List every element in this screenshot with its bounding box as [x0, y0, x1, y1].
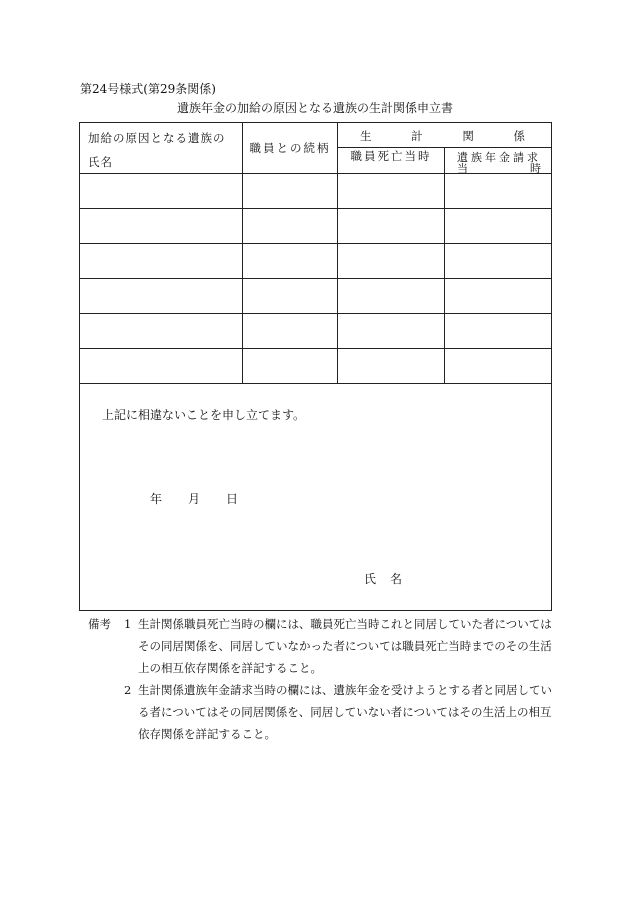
header-dependent-name	[80, 123, 243, 174]
signer-name-field[interactable]	[364, 570, 402, 587]
death-cell[interactable]	[338, 314, 445, 349]
header-group-char: 関	[462, 129, 474, 143]
note-number: 2	[124, 683, 132, 697]
note-number: 1	[124, 617, 132, 631]
table-row	[80, 314, 552, 349]
name-cell[interactable]	[80, 244, 243, 279]
claim-cell[interactable]	[445, 244, 552, 279]
declaration-text: 上記に相違ないことを申し立てます。	[102, 408, 306, 422]
form-number: 第24号様式(第29条関係)	[80, 82, 216, 96]
death-cell[interactable]	[338, 349, 445, 384]
relation-cell[interactable]	[243, 244, 338, 279]
date-field[interactable]	[150, 490, 238, 507]
day-label: 日	[226, 492, 239, 506]
table-row	[80, 174, 552, 209]
claim-cell[interactable]	[445, 209, 552, 244]
notes-label: 備考	[88, 617, 111, 631]
claim-cell[interactable]	[445, 314, 552, 349]
relation-cell[interactable]	[243, 174, 338, 209]
name-cell[interactable]	[80, 174, 243, 209]
relation-cell[interactable]	[243, 279, 338, 314]
death-cell[interactable]	[338, 174, 445, 209]
table-header-row	[80, 123, 552, 148]
relation-cell[interactable]	[243, 314, 338, 349]
declaration-row	[80, 384, 552, 611]
relation-cell[interactable]	[243, 209, 338, 244]
relationship-table	[79, 122, 552, 611]
signer-name-label: 氏	[364, 572, 377, 586]
header-at-claim-char: 当	[457, 162, 468, 175]
name-cell[interactable]	[80, 209, 243, 244]
table-row	[80, 209, 552, 244]
header-group-char: 計	[411, 129, 423, 143]
header-at-claim	[445, 148, 552, 174]
declaration-box	[80, 384, 552, 611]
header-dependent-name-line2: 氏名	[88, 155, 113, 169]
header-at-claim-line1: 遺族年金請求	[457, 151, 541, 164]
name-cell[interactable]	[80, 314, 243, 349]
table-row	[80, 244, 552, 279]
header-at-death: 職員死亡当時	[338, 148, 445, 174]
year-label: 年	[150, 492, 163, 506]
death-cell[interactable]	[338, 209, 445, 244]
table-row	[80, 279, 552, 314]
name-cell[interactable]	[80, 279, 243, 314]
form-title: 遺族年金の加給の原因となる遺族の生計関係申立書	[176, 101, 453, 115]
name-cell[interactable]	[80, 349, 243, 384]
header-relationship: 職員との続柄	[243, 123, 338, 174]
note-item	[88, 679, 558, 745]
relation-cell[interactable]	[243, 349, 338, 384]
header-dependent-name-line1: 加給の原因となる遺族の	[88, 131, 226, 145]
header-at-claim-char: 時	[530, 162, 541, 175]
month-label: 月	[188, 492, 201, 506]
claim-cell[interactable]	[445, 279, 552, 314]
note-text: 生計関係遺族年金請求当時の欄には、遺族年金を受けようとする者と同居している者についてはその同居関係を、同居していない者についてはその生活上の相互依存関係を詳記すること。	[138, 683, 552, 741]
notes-section	[88, 613, 558, 745]
signer-name-label: 名	[390, 572, 403, 586]
header-group-char: 係	[513, 129, 525, 143]
note-item	[88, 613, 558, 679]
header-livelihood-relation	[338, 123, 552, 148]
death-cell[interactable]	[338, 244, 445, 279]
header-group-char: 生	[360, 129, 372, 143]
claim-cell[interactable]	[445, 174, 552, 209]
claim-cell[interactable]	[445, 349, 552, 384]
table-row	[80, 349, 552, 384]
note-text: 生計関係職員死亡当時の欄には、職員死亡当時これと同居していた者についてはその同居関係を、同居していなかった者については職員死亡当時までのその生活上の相互依存関係を詳記すること。	[138, 617, 552, 675]
death-cell[interactable]	[338, 279, 445, 314]
